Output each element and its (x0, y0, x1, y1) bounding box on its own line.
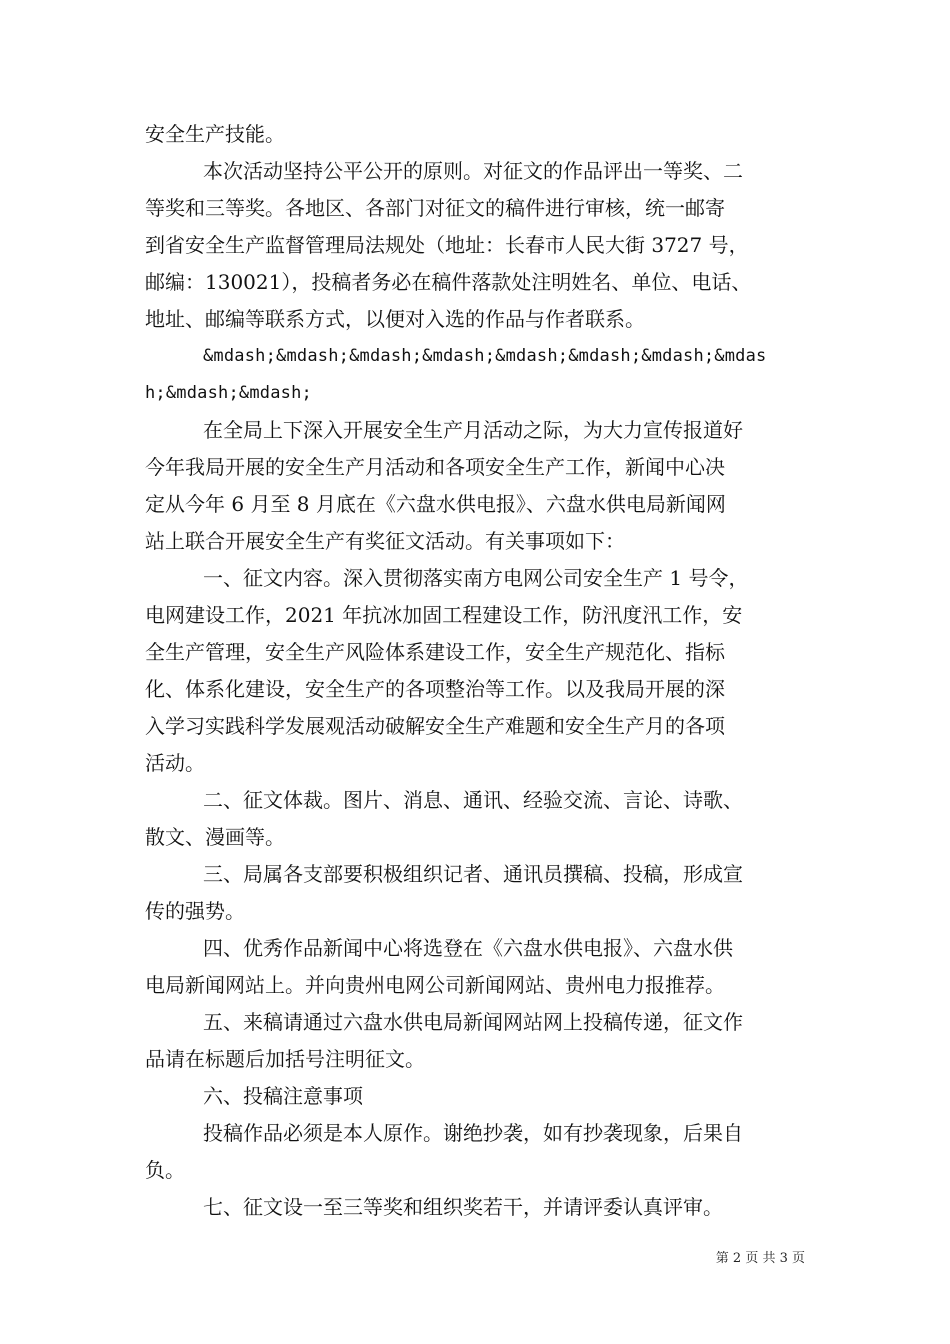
paragraph (145, 560, 815, 782)
text-line: 定从今年 6 月至 8 月底在《六盘水供电报》、六盘水供电局新闻网 (145, 492, 726, 516)
text-line: 五、来稿请通过六盘水供电局新闻网站网上投稿传递，征文作 (203, 1010, 743, 1034)
text-line: 化、体系化建设，安全生产的各项整治等工作。以及我局开展的深 (145, 677, 725, 701)
paragraph (145, 856, 815, 930)
paragraph (145, 412, 815, 560)
paragraph (145, 930, 815, 1004)
text-line: 在全局上下深入开展安全生产月活动之际，为大力宣传报道好 (203, 418, 743, 442)
text-line: &mdash;&mdash;&mdash;&mdash;&mdash;&mdash;&mdash;&mdas (203, 346, 767, 366)
text-line: 六、投稿注意事项 (203, 1084, 363, 1108)
text-line: 安全生产技能。 (145, 122, 285, 146)
text-line: 入学习实践科学发展观活动破解安全生产难题和安全生产月的各项 (145, 714, 725, 738)
text-line: 电网建设工作，2021 年抗冰加固工程建设工作，防汛度汛工作，安 (145, 603, 743, 627)
paragraph (145, 1004, 815, 1078)
text-line: 等奖和三等奖。各地区、各部门对征文的稿件进行审核，统一邮寄 (145, 196, 725, 220)
text-line: 电局新闻网站上。并向贵州电网公司新闻网站、贵州电力报推荐。 (145, 973, 725, 997)
paragraph (145, 1115, 815, 1189)
paragraph (145, 153, 815, 338)
text-line: h;&mdash;&mdash; (145, 383, 312, 403)
text-line: 站上联合开展安全生产有奖征文活动。有关事项如下： (145, 529, 625, 553)
document-body (145, 116, 815, 1226)
paragraph (145, 116, 815, 153)
text-line: 地址、邮编等联系方式，以便对入选的作品与作者联系。 (145, 307, 645, 331)
paragraph (145, 782, 815, 856)
paragraph (145, 1078, 815, 1115)
text-line: 活动。 (145, 751, 205, 775)
text-line: 到省安全生产监督管理局法规处（地址：长春市人民大街 3727 号， (145, 233, 749, 257)
text-line: 一、征文内容。深入贯彻落实南方电网公司安全生产 1 号令， (203, 566, 749, 590)
text-line: 负。 (145, 1158, 185, 1182)
text-line: 散文、漫画等。 (145, 825, 285, 849)
text-line: 邮编：130021），投稿者务必在稿件落款处注明姓名、单位、电话、 (145, 270, 752, 294)
text-line: 投稿作品必须是本人原作。谢绝抄袭，如有抄袭现象，后果自 (203, 1121, 743, 1145)
text-line: 七、征文设一至三等奖和组织奖若干，并请评委认真评审。 (203, 1195, 723, 1219)
paragraph (145, 338, 815, 412)
text-line: 四、优秀作品新闻中心将选登在《六盘水供电报》、六盘水供 (203, 936, 733, 960)
text-line: 品请在标题后加括号注明征文。 (145, 1047, 425, 1071)
text-line: 全生产管理，安全生产风险体系建设工作，安全生产规范化、指标 (145, 640, 725, 664)
text-line: 三、局属各支部要积极组织记者、通讯员撰稿、投稿，形成宣 (203, 862, 743, 886)
text-line: 今年我局开展的安全生产月活动和各项安全生产工作，新闻中心决 (145, 455, 725, 479)
text-line: 本次活动坚持公平公开的原则。对征文的作品评出一等奖、二 (203, 159, 743, 183)
text-line: 传的强势。 (145, 899, 245, 923)
paragraph (145, 1189, 815, 1226)
page-number: 第 2 页 共 3 页 (715, 1251, 805, 1266)
text-line: 二、征文体裁。图片、消息、通讯、经验交流、言论、诗歌、 (203, 788, 743, 812)
